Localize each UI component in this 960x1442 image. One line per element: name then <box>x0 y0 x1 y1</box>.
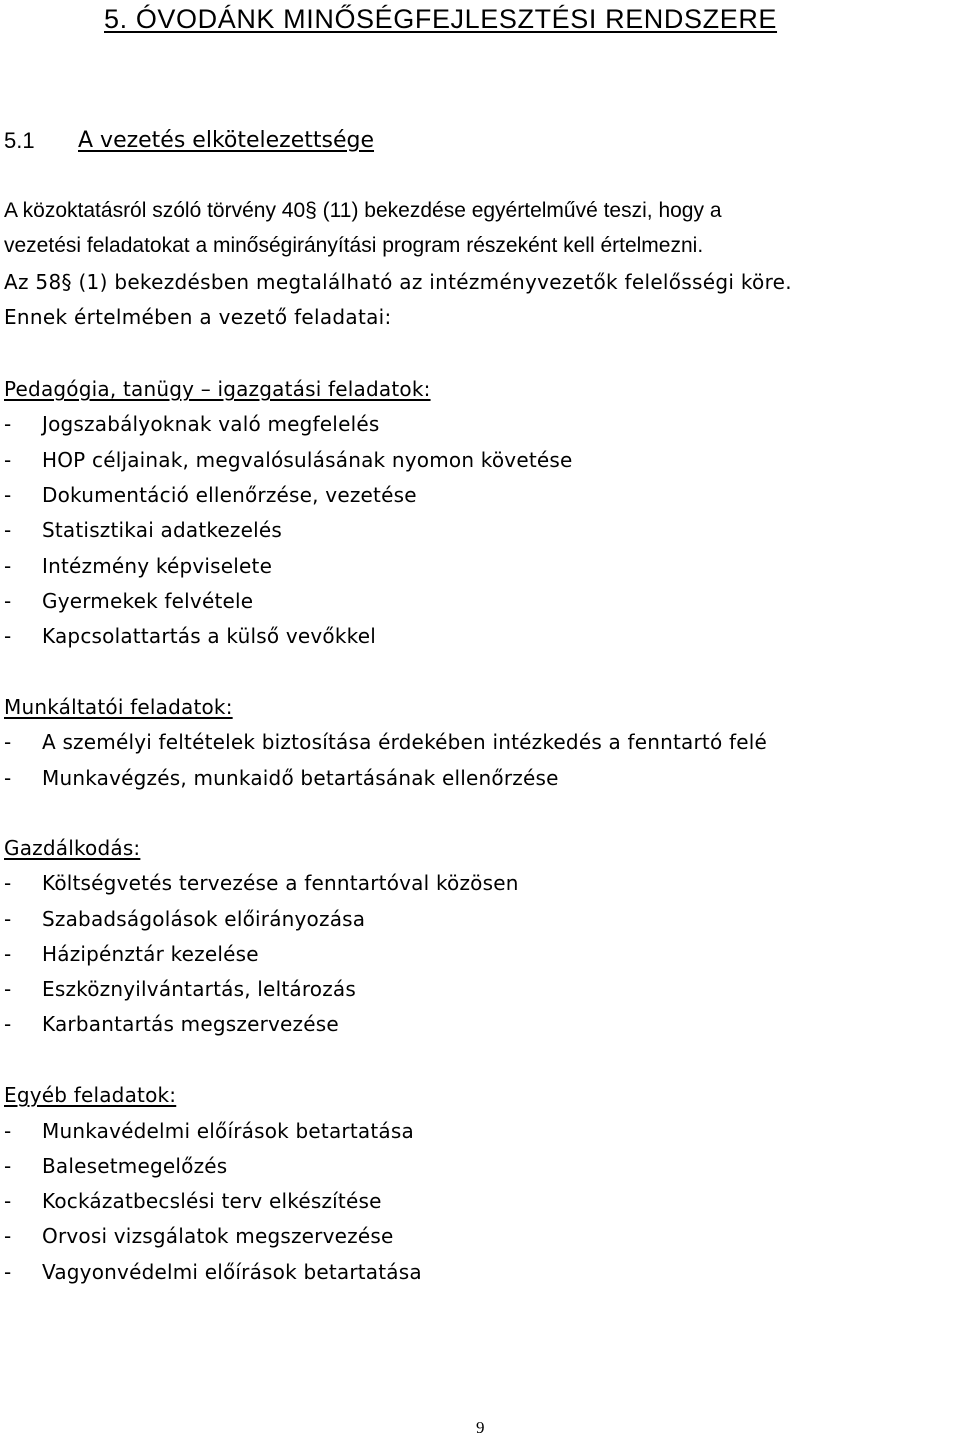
section-title: A vezetés elkötelezettsége <box>78 128 375 153</box>
list-item: - HOP céljainak, megvalósulásának nyomon követése <box>4 448 573 472</box>
list-item: - Szabadságolások előirányozása <box>4 907 366 931</box>
intro-line: vezetési feladatokat a minőségirányítási program részeként kell értelmezni. <box>4 234 704 257</box>
section-number: 5.1 <box>4 128 35 153</box>
section-heading-munkaltatoi: Munkáltatói feladatok: <box>4 695 233 719</box>
list-item: - Intézmény képviselete <box>4 554 273 578</box>
list-item: - Eszköznyilvántartás, leltározás <box>4 977 357 1001</box>
intro-line: Ennek értelmében a vezető feladatai: <box>4 305 392 329</box>
list-item: - Kapcsolattartás a külső vevőkkel <box>4 624 376 648</box>
list-item: - Dokumentáció ellenőrzése, vezetése <box>4 483 417 507</box>
list-item: - Munkavédelmi előírások betartatása <box>4 1119 414 1143</box>
list-item: - Balesetmegelőzés <box>4 1154 228 1178</box>
list-item: - Jogszabályoknak való megfelelés <box>4 412 380 436</box>
section-heading-gazdalkodas: Gazdálkodás: <box>4 836 141 860</box>
intro-line: Az 58§ (1) bekezdésben megtalálható az intézményvezetők felelősségi köre. <box>4 270 792 294</box>
intro-line: A közoktatásról szóló törvény 40§ (11) bekezdése egyértelművé teszi, hogy a <box>4 199 722 222</box>
section-heading-pedagogia: Pedagógia, tanügy – igazgatási feladatok: <box>4 377 431 401</box>
list-item: - Vagyonvédelmi előírások betartatása <box>4 1260 422 1284</box>
list-item: - Munkavégzés, munkaidő betartásának ellenőrzése <box>4 766 559 790</box>
page-title: 5. ÓVODÁNK MINŐSÉGFEJLESZTÉSI RENDSZERE <box>104 4 778 34</box>
list-item: - Karbantartás megszervezése <box>4 1012 339 1036</box>
list-item: - Házipénztár kezelése <box>4 942 259 966</box>
list-item: - Statisztikai adatkezelés <box>4 518 283 542</box>
list-item: - Gyermekek felvétele <box>4 589 254 613</box>
list-item: - Kockázatbecslési terv elkészítése <box>4 1189 382 1213</box>
list-item: - Költségvetés tervezése a fenntartóval közösen <box>4 871 519 895</box>
page-number: 9 <box>476 1418 485 1437</box>
list-item: - A személyi feltételek biztosítása érdekében intézkedés a fenntartó felé <box>4 730 767 754</box>
list-item: - Orvosi vizsgálatok megszervezése <box>4 1224 394 1248</box>
section-heading-egyeb: Egyéb feladatok: <box>4 1083 177 1107</box>
